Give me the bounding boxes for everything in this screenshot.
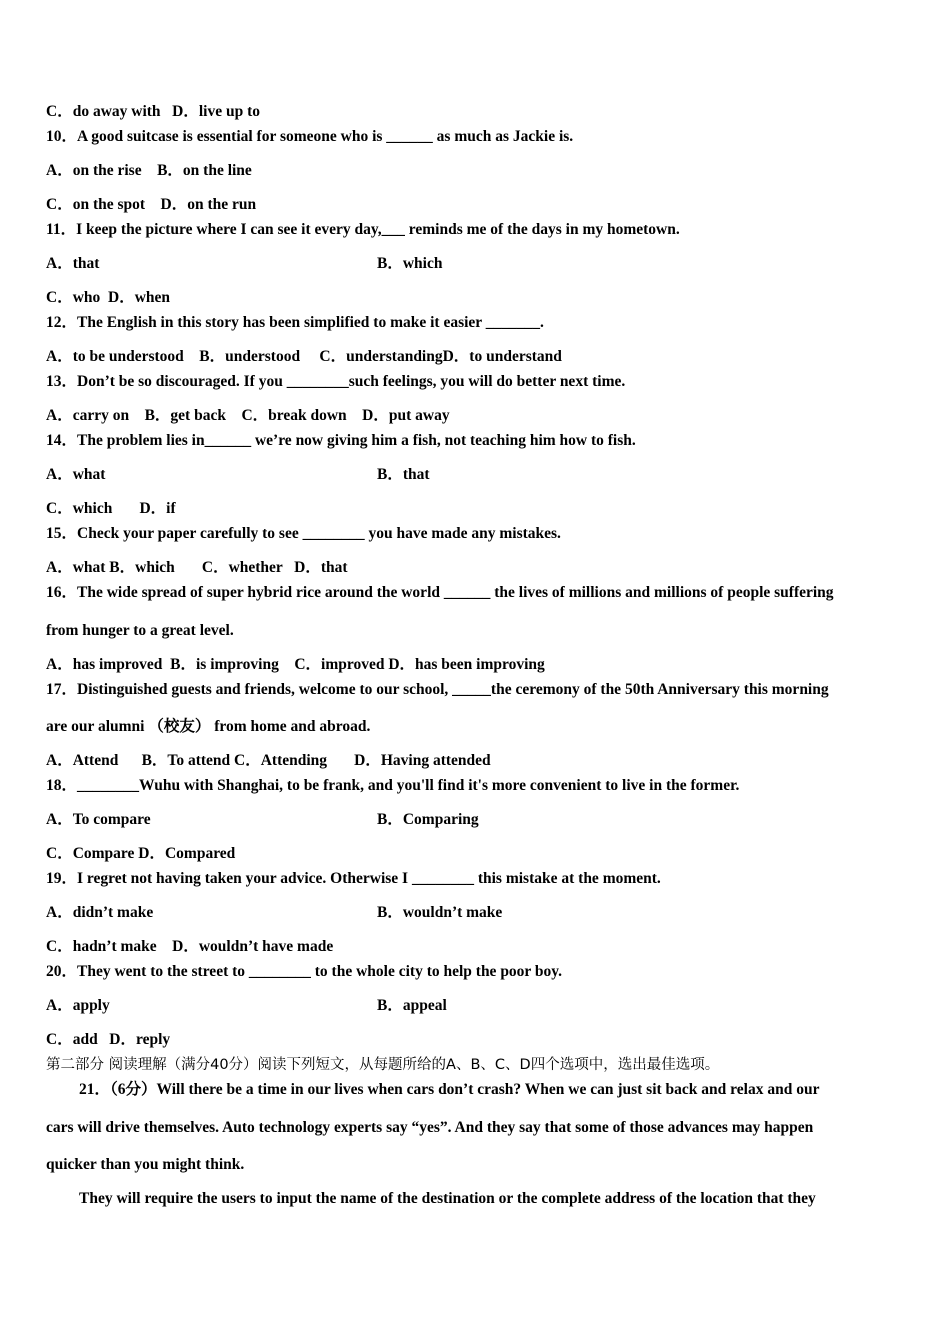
q14-option-b: B．that xyxy=(377,466,430,483)
question-16-line2: from hunger to a great level. xyxy=(46,622,234,639)
q11-option-a: A．that xyxy=(46,255,100,272)
q9-options-cd: C．do away with D．live up to xyxy=(46,103,261,120)
q19-option-a: A．didn’t make xyxy=(46,904,154,921)
q18-options-cd: C．Compare D．Compared xyxy=(46,845,236,862)
q10-options-cd: C．on the spot D．on the run xyxy=(46,196,257,213)
question-14: 14．The problem lies in______ we’re now giving him a fish, not teaching him how to fish. xyxy=(46,432,636,449)
part-2-heading: 第二部分 阅读理解（满分40分）阅读下列短文，从每题所给的A、B、C、D四个选项中，选出最佳选项。 xyxy=(46,1057,720,1073)
question-17-line1: 17．Distinguished guests and friends, welcome to our school, _____the ceremony of the 50th Anniversary this morning xyxy=(46,681,829,698)
question-15: 15．Check your paper carefully to see ________ you have made any mistakes. xyxy=(46,525,561,542)
passage-21-line4: They will require the users to input the name of the destination or the complete address of the location that they xyxy=(79,1190,816,1207)
q13-options: A．carry on B．get back C．break down D．put away xyxy=(46,407,450,424)
q19-option-b: B．wouldn’t make xyxy=(377,904,503,921)
q14-option-a: A．what xyxy=(46,466,106,483)
passage-21-line1: 21．（6分）Will there be a time in our lives when cars don’t crash? When we can just sit back and relax and our xyxy=(79,1081,820,1098)
q12-options: A．to be understood B．understood C．understandingD．to understand xyxy=(46,348,562,365)
q15-options: A．what B．which C．whether D．that xyxy=(46,559,348,576)
question-10: 10．A good suitcase is essential for someone who is ______ as much as Jackie is. xyxy=(46,128,574,145)
q17-options: A．Attend B．To attend C．Attending D．Having attended xyxy=(46,752,491,769)
question-13: 13．Don’t be so discouraged. If you ________such feelings, you will do better next time. xyxy=(46,373,626,390)
q20-option-a: A．apply xyxy=(46,997,110,1014)
question-19: 19．I regret not having taken your advice. Otherwise I ________ this mistake at the moment. xyxy=(46,870,661,887)
question-17-line2: are our alumni （校友） from home and abroad. xyxy=(46,718,371,735)
question-18: 18．________Wuhu with Shanghai, to be frank, and you'll find it's more convenient to live in the former. xyxy=(46,777,740,794)
question-12: 12．The English in this story has been simplified to make it easier _______. xyxy=(46,314,544,331)
q19-options-cd: C．hadn’t make D．wouldn’t have made xyxy=(46,938,334,955)
q16-options: A．has improved B．is improving C．improved D．has been improving xyxy=(46,656,545,673)
q20-options-cd: C．add D．reply xyxy=(46,1031,171,1048)
question-16-line1: 16．The wide spread of super hybrid rice around the world ______ the lives of millions and millions of people suffering xyxy=(46,584,834,601)
passage-21-line2: cars will drive themselves. Auto technology experts say “yes”. And they say that some of those advances may happen xyxy=(46,1119,814,1136)
q10-options-ab: A．on the rise B．on the line xyxy=(46,162,252,179)
question-11: 11．I keep the picture where I can see it every day,___ reminds me of the days in my hometown. xyxy=(46,221,680,238)
q11-options-cd: C．who D．when xyxy=(46,289,171,306)
q14-options-cd: C．which D．if xyxy=(46,500,176,517)
question-20: 20．They went to the street to ________ to the whole city to help the poor boy. xyxy=(46,963,563,980)
q11-option-b: B．which xyxy=(377,255,443,272)
q20-option-b: B．appeal xyxy=(377,997,447,1014)
q18-option-b: B．Comparing xyxy=(377,811,479,828)
q18-option-a: A．To compare xyxy=(46,811,151,828)
passage-21-line3: quicker than you might think. xyxy=(46,1156,245,1173)
